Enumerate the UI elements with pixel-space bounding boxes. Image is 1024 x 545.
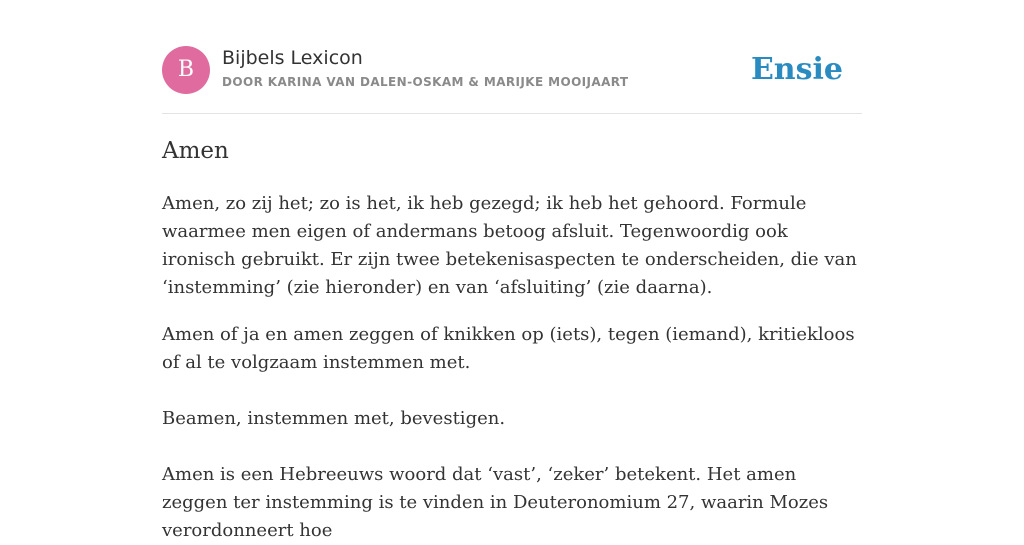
book-title-link[interactable]: Bijbels Lexicon bbox=[222, 47, 363, 69]
entry-paragraph: Beamen, instemmen met, bevestigen. bbox=[162, 408, 506, 429]
entry-content bbox=[162, 190, 862, 545]
entry-paragraph: Amen, zo zij het; zo is het, ik heb gezegd; ik heb het gehoord. Formule waarmee men eigen of andermans betoog afsluit. Tegenwoordig ook ironisch gebruikt. Er zijn twee betekenisaspecten te onderscheiden, die van ‘instemming’ (zie hieronder) en van ‘afsluiting’ (zie daarna). bbox=[162, 193, 857, 298]
entry-paragraph: Amen of ja en amen zeggen of knikken op (iets), tegen (iemand), kritiekloos of al te volgzaam instemmen met. bbox=[162, 324, 855, 373]
entry-title: Amen bbox=[162, 138, 229, 164]
header bbox=[162, 46, 862, 96]
ensie-logo-link[interactable]: Ensie bbox=[750, 52, 843, 87]
entry-paragraph: Amen is een Hebreeuws woord dat ‘vast’, ‘zeker’ betekent. Het amen zeggen ter instemming is te vinden in Deuteronomium 27, waarin Mozes verordonneert hoe bbox=[162, 464, 829, 541]
book-avatar: B bbox=[162, 46, 210, 94]
book-authors: DOOR KARINA VAN DALEN-OSKAM & MARIJKE MOOIJAART bbox=[222, 75, 629, 89]
header-divider bbox=[162, 113, 862, 114]
